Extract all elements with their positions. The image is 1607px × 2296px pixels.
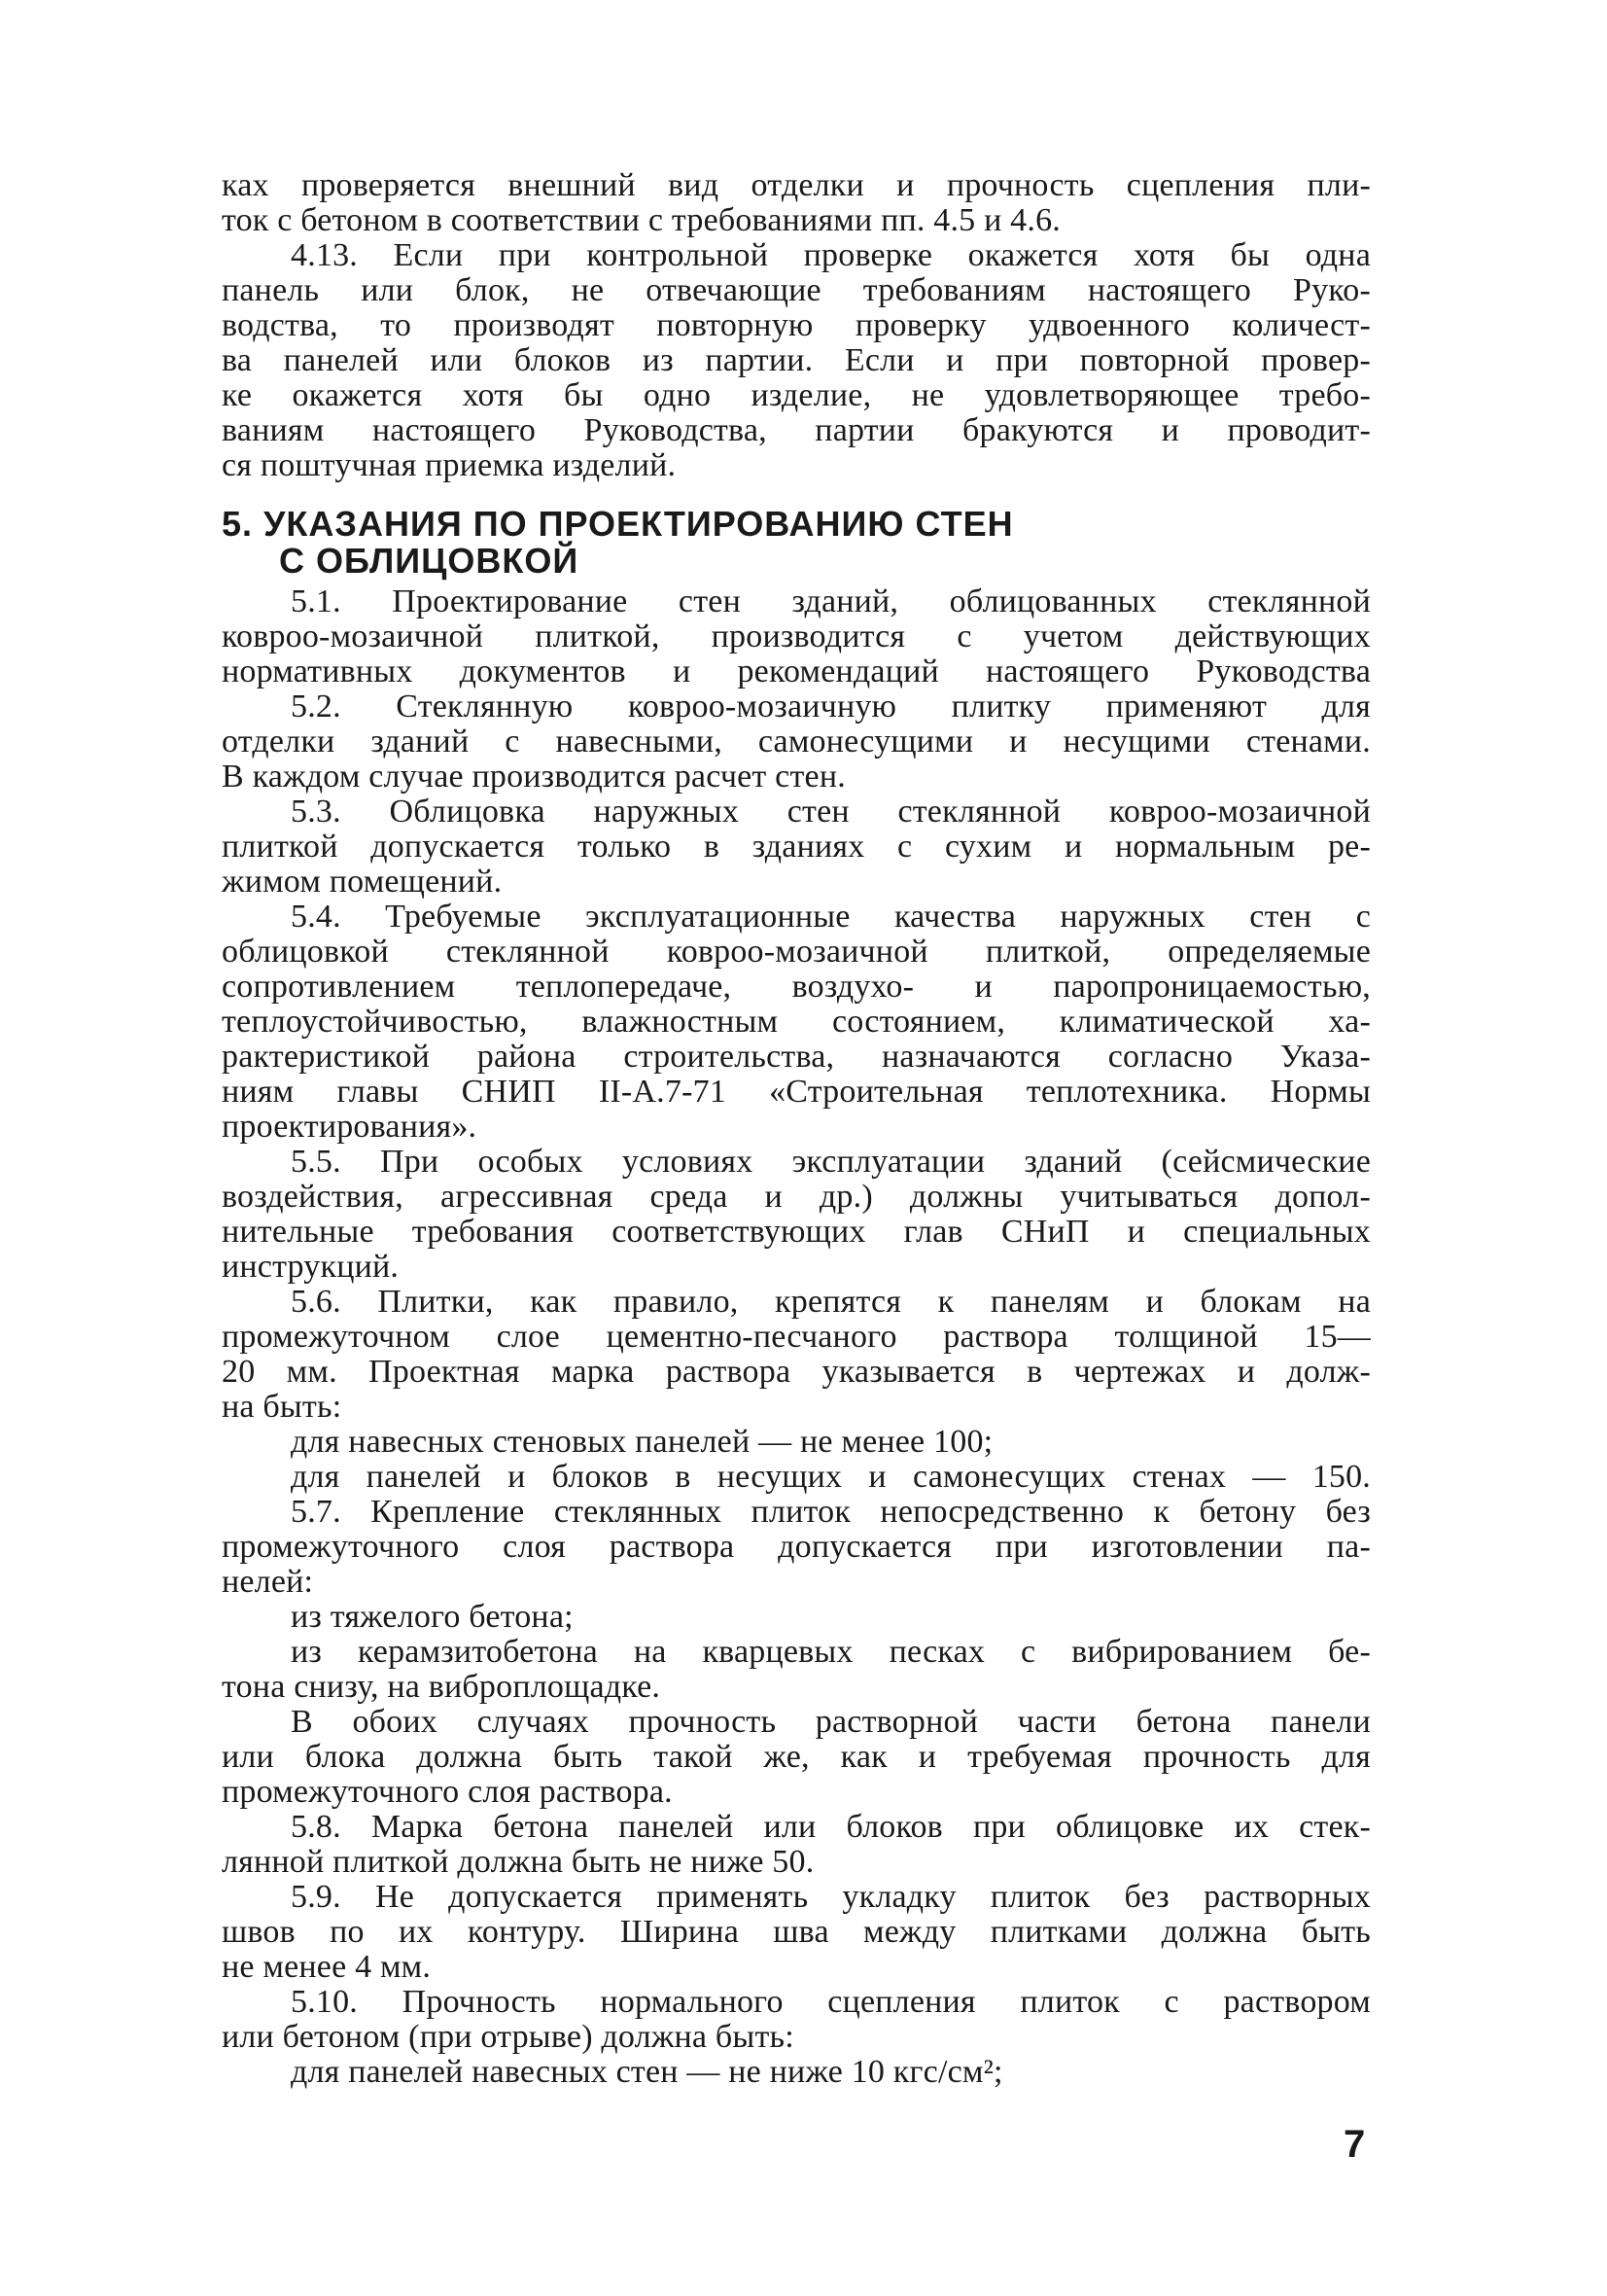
- page-number: 7: [1344, 2123, 1366, 2166]
- text-line: 5.1. Проектирование стен зданий, облицованных стеклянной: [291, 583, 1371, 619]
- text-line: промежуточного слоя раствора.: [222, 1774, 673, 1810]
- text-line: сопротивлением теплопередаче, воздухо- и паропроницаемостью,: [222, 969, 1371, 1005]
- text-line: проектирования».: [222, 1109, 477, 1145]
- text-line: для панелей и блоков в несущих и самонесущих стенах — 150.: [291, 1459, 1371, 1495]
- text-line: рактеристикой района строительства, назначаются согласно Указа-: [222, 1039, 1371, 1075]
- text-line: для панелей навесных стен — не ниже 10 кгс/см²;: [291, 2054, 1003, 2090]
- text-line: плиткой допускается только в зданиях с сухим и нормальным ре-: [222, 829, 1371, 865]
- text-line: облицовкой стеклянной ковроо-мозаичной плиткой, определяемые: [222, 934, 1371, 970]
- text-line: лянной плиткой должна быть не ниже 50.: [222, 1844, 815, 1880]
- text-line: 5.4. Требуемые эксплуатационные качества наружных стен с: [291, 899, 1371, 935]
- text-line: отделки зданий с навесными, самонесущими и несущими стенами.: [222, 724, 1371, 759]
- text-line: 5.9. Не допускается применять укладку плиток без растворных: [291, 1879, 1371, 1915]
- text-line: 5.6. Плитки, как правило, крепятся к панелям и блокам на: [291, 1284, 1371, 1320]
- text-line: воздействия, агрессивная среда и др.) должны учитываться допол-: [222, 1179, 1371, 1215]
- text-line: ся поштучная приемка изделий.: [222, 447, 677, 483]
- text-line: или блока должна быть такой же, как и требуемая прочность для: [222, 1739, 1371, 1775]
- text-line: водства, то производят повторную проверку удвоенного количест-: [222, 307, 1371, 343]
- text-line: жимом помещений.: [222, 864, 503, 900]
- text-line: В каждом случае производится расчет стен.: [222, 759, 846, 795]
- text-line: 5.8. Марка бетона панелей или блоков при облицовке их стек-: [291, 1809, 1371, 1845]
- text-line: В обоих случаях прочность растворной части бетона панели: [291, 1704, 1371, 1740]
- text-line: нелей:: [222, 1564, 314, 1600]
- text-line: ниям главы СНИП II-А.7-71 «Строительная теплотехника. Нормы: [222, 1074, 1371, 1110]
- text-line: панель или блок, не отвечающие требованиям настоящего Руко-: [222, 272, 1371, 308]
- text-line: ке окажется хотя бы одно изделие, не удовлетворяющее требо-: [222, 377, 1371, 413]
- section-heading: 5. УКАЗАНИЯ ПО ПРОЕКТИРОВАНИЮ СТЕН: [222, 504, 1014, 544]
- text-line: из тяжелого бетона;: [291, 1599, 574, 1635]
- text-line: теплоустойчивостью, влажностным состоянием, климатической ха-: [222, 1004, 1371, 1040]
- section-heading-continuation: С ОБЛИЦОВКОЙ: [279, 541, 579, 581]
- text-line: из керамзитобетона на кварцевых песках с вибрированием бе-: [291, 1634, 1371, 1670]
- text-line: швов по их контуру. Ширина шва между плитками должна быть: [222, 1914, 1371, 1950]
- text-line: не менее 4 мм.: [222, 1949, 432, 1985]
- text-line: на быть:: [222, 1389, 342, 1425]
- text-line: ток с бетоном в соответствии с требованиями пп. 4.5 и 4.6.: [222, 202, 1061, 238]
- text-line: 4.13. Если при контрольной проверке окажется хотя бы одна: [291, 237, 1371, 273]
- text-line: промежуточного слоя раствора допускается при изготовлении па-: [222, 1529, 1371, 1565]
- text-line: нительные требования соответствующих глав СНиП и специальных: [222, 1214, 1371, 1250]
- text-line: 5.7. Крепление стеклянных плиток непосредственно к бетону без: [291, 1494, 1371, 1530]
- text-line: ках проверяется внешний вид отделки и прочность сцепления пли-: [222, 167, 1371, 203]
- text-line: 5.10. Прочность нормального сцепления плиток с раствором: [291, 1984, 1371, 2020]
- text-line: тона снизу, на виброплощадке.: [222, 1669, 661, 1705]
- text-line: 5.5. При особых условиях эксплуатации зданий (сейсмические: [291, 1144, 1371, 1180]
- text-line: 5.2. Стеклянную ковроо-мозаичную плитку применяют для: [291, 689, 1371, 724]
- text-line: ваниям настоящего Руководства, партии бракуются и проводит-: [222, 412, 1371, 448]
- text-line: промежуточном слое цементно-песчаного раствора толщиной 15—: [222, 1319, 1371, 1355]
- text-line: 5.3. Облицовка наружных стен стеклянной ковроо-мозаичной: [291, 794, 1371, 830]
- text-line: или бетоном (при отрыве) должна быть:: [222, 2019, 794, 2055]
- text-line: ва панелей или блоков из партии. Если и при повторной провер-: [222, 342, 1371, 378]
- text-line: ковроо-мозаичной плиткой, производится с учетом действующих: [222, 618, 1371, 654]
- text-line: для навесных стеновых панелей — не менее 100;: [291, 1424, 994, 1460]
- text-line: нормативных документов и рекомендаций настоящего Руководства: [222, 653, 1371, 689]
- text-line: инструкций.: [222, 1249, 400, 1285]
- text-line: 20 мм. Проектная марка раствора указывается в чертежах и долж-: [222, 1354, 1371, 1390]
